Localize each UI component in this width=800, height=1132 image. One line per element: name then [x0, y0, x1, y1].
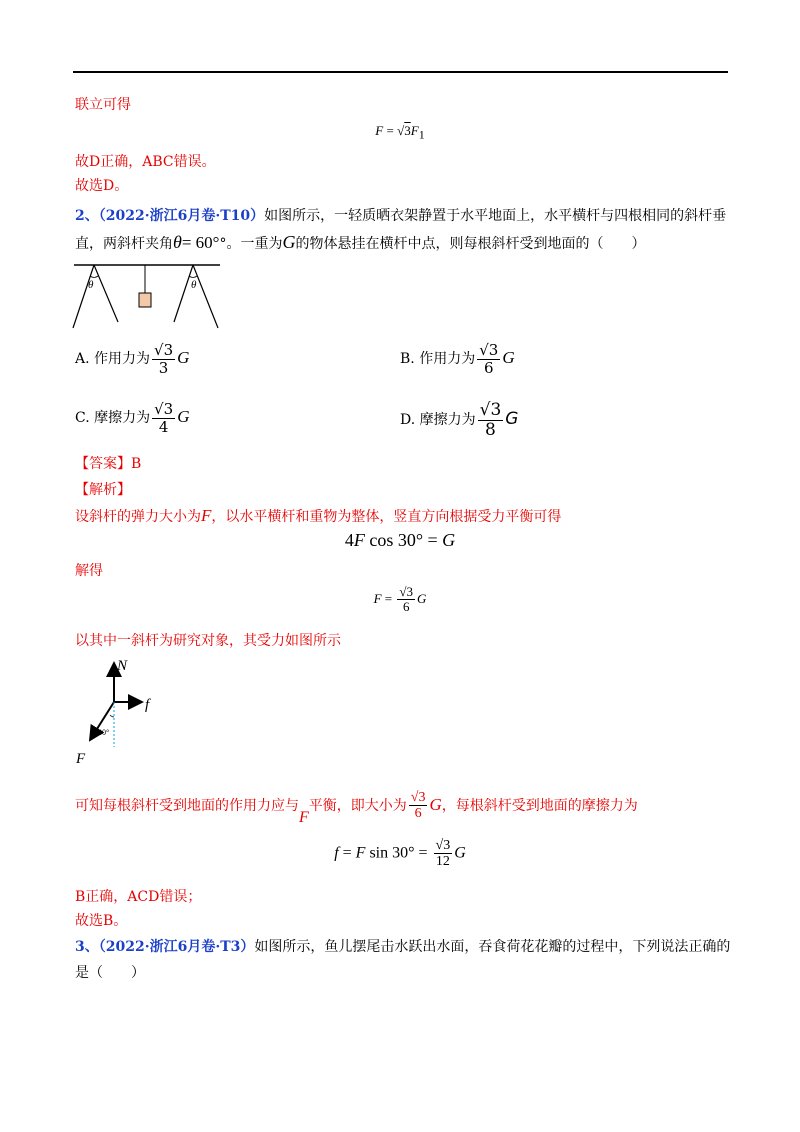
joint-text: 联立可得 — [75, 97, 131, 113]
q2-stem-line2: 直，两斜杆夹角θ= 60°°。一重为G的物体悬挂在横杆中点，则每根斜杆受到地面的（ ） — [75, 232, 646, 252]
option-a: A. 作用力为 $\frac{√3}{3}$ G — [75, 341, 190, 377]
option-c: C. 摩擦力为 $\frac{√3}{4}$ G — [75, 400, 190, 436]
answer-line: 【答案】B — [75, 456, 142, 472]
equation-f-sqrt3-f1: $F = √3F_1$ — [375, 123, 425, 142]
header-rule — [73, 71, 728, 73]
solve-label: 解得 — [75, 563, 103, 579]
free-body-diagram — [70, 655, 160, 770]
prev-conclusion: 故D正确，ABC错误。 — [75, 154, 216, 170]
equation-f-result: F = $\frac{√3}{6}$ G — [373, 584, 427, 615]
analysis-label: 【解析】 — [75, 482, 131, 498]
option-b: B. 作用力为 $\frac{√3}{6}$ G — [400, 341, 515, 377]
label-big-f: F — [76, 751, 86, 767]
theta-label-right: θ — [191, 279, 197, 291]
q2-stem-line1: 2、（2022·浙江6月卷·T10）如图所示，一轻质晒衣架静置于水平地面上，水平横杆与四根相同的斜杆垂 — [75, 208, 727, 224]
q3-stem-line2: 是（ ） — [75, 965, 145, 981]
clothes-rack-figure — [70, 260, 225, 335]
analysis-conclusion: B正确，ACD错误； — [75, 889, 202, 905]
label-angle: 30° — [98, 728, 110, 737]
equation-friction: f = F sin 30° = $\frac{√3}{12}$ G — [334, 838, 466, 870]
equation-4fcos30: 4F cos 30° = G — [344, 530, 456, 550]
analysis-choice: 故选B。 — [75, 913, 128, 929]
label-f: f — [145, 697, 150, 713]
analysis-line1: 设斜杆的弹力大小为F，以水平横杆和重物为整体，竖直方向根据受力平衡可得 — [75, 506, 562, 525]
prev-choice: 故选D。 — [75, 178, 129, 194]
theta-label-left: θ — [88, 279, 94, 291]
q3-stem-line1: 3、（2022·浙江6月卷·T3）如图所示，鱼儿摆尾击水跃出水面，吞食荷花花瓣的过程中，下列说法正确的 — [75, 939, 731, 955]
label-n: N — [117, 658, 128, 674]
analysis-line2: 以其中一斜杆为研究对象，其受力如图所示 — [75, 633, 341, 649]
option-d: D. 摩擦力为 $\frac{√3}{8}$ G — [400, 400, 519, 440]
analysis-line3: 可知每根斜杆受到地面的作用力应与F平衡，即大小为 $\frac{√3}{6}$ G，每根斜杆受到地面的摩擦力为 — [75, 790, 638, 826]
